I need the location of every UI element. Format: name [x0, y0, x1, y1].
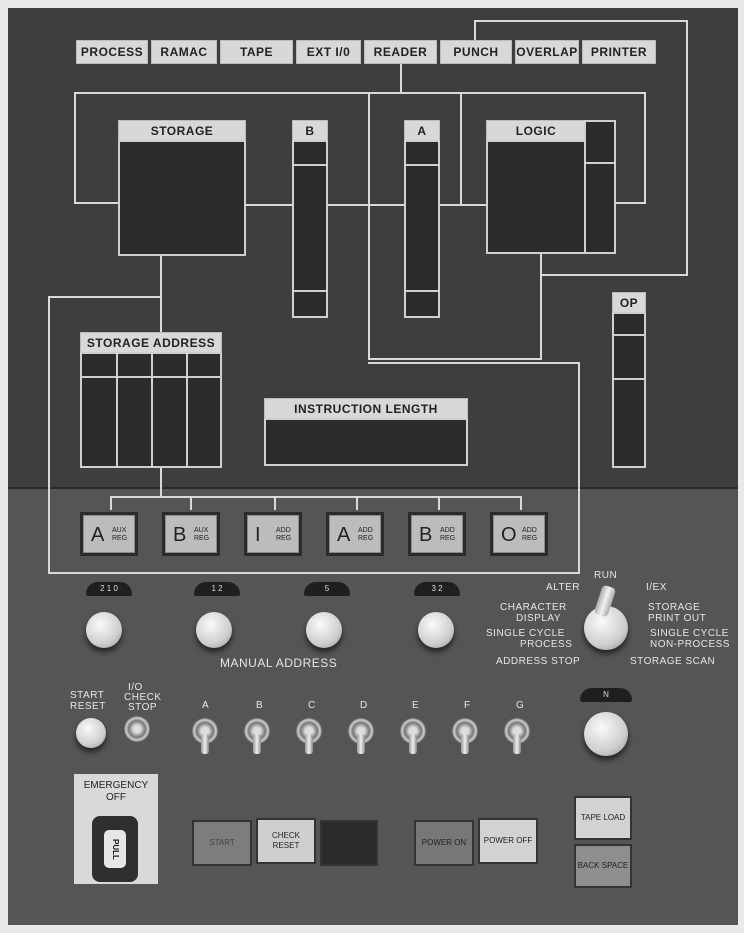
mode-storage-label: STORAGE: [648, 602, 701, 613]
manual-address-dial-3[interactable]: [306, 612, 342, 648]
flow-line: [578, 362, 580, 574]
flow-line: [274, 496, 276, 510]
dial-scale: 3 2: [414, 582, 460, 596]
button-letter: O: [501, 524, 517, 546]
blank-dark-button[interactable]: [320, 820, 378, 866]
flow-line: [160, 466, 162, 498]
a-register-label: A: [404, 120, 440, 142]
start-button[interactable]: START: [192, 820, 252, 866]
instruction-length-label: INSTRUCTION LENGTH: [264, 398, 468, 420]
mode-display-label: DISPLAY: [516, 613, 561, 624]
mode-single-cycle-label: SINGLE CYCLE: [486, 628, 565, 639]
tab-ramac[interactable]: RAMAC: [151, 40, 217, 64]
toggle-lever: [305, 734, 313, 754]
flow-line: [74, 202, 118, 204]
flow-line: [460, 94, 462, 204]
flow-line: [686, 20, 688, 276]
mode-character-label: CHARACTER: [500, 602, 567, 613]
b-register-label: B: [292, 120, 328, 142]
flow-line: [74, 92, 646, 94]
dial-scale: 1 2: [194, 582, 240, 596]
storage-label: STORAGE: [118, 120, 246, 142]
a-register-display: [404, 140, 440, 318]
emergency-pull-label: PULL: [110, 838, 120, 860]
toggle-lever: [253, 734, 261, 754]
start-reset-label-2: RESET: [70, 701, 106, 712]
tab-ext-io[interactable]: EXT I/0: [296, 40, 361, 64]
toggle-lever: [513, 734, 521, 754]
flow-line: [48, 572, 580, 574]
storage-address-label: STORAGE ADDRESS: [80, 332, 222, 354]
n-dial-scale: N: [580, 688, 632, 702]
power-off-button[interactable]: POWER OFF: [478, 818, 538, 864]
tab-tape[interactable]: TAPE: [220, 40, 293, 64]
flow-line: [440, 204, 486, 206]
flow-line: [110, 496, 112, 510]
button-letter: B: [173, 524, 187, 546]
dial-scale: 2 1 0: [86, 582, 132, 596]
tab-printer[interactable]: PRINTER: [582, 40, 656, 64]
toggle-a-label: A: [202, 700, 210, 711]
button-letter: I: [255, 524, 261, 546]
emergency-label-2: OFF: [106, 792, 126, 803]
tape-load-button[interactable]: TAPE LOAD: [574, 796, 632, 840]
manual-address-label: MANUAL ADDRESS: [220, 656, 338, 670]
toggle-g-label: G: [516, 700, 525, 711]
button-sublabel: ADD REG: [358, 527, 374, 542]
flow-line: [400, 64, 402, 94]
tab-overlap[interactable]: OVERLAP: [515, 40, 579, 64]
button-letter: A: [91, 524, 105, 546]
flow-line: [328, 204, 406, 206]
check-reset-button[interactable]: CHECK RESET: [256, 818, 316, 864]
logic-display: [486, 140, 586, 254]
o-add-reg-button[interactable]: [490, 512, 548, 556]
mode-address-stop-label: ADDRESS STOP: [496, 656, 581, 667]
io-check-label-3: STOP: [128, 702, 158, 713]
a-add-reg-button[interactable]: [326, 512, 384, 556]
b-aux-reg-button[interactable]: [162, 512, 220, 556]
button-sublabel: AUX REG: [112, 527, 128, 542]
button-sublabel: AUX REG: [194, 527, 210, 542]
logic-side-display: [584, 120, 616, 254]
flow-line: [644, 92, 646, 204]
mode-non-process-label: NON-PROCESS: [650, 639, 730, 650]
b-add-reg-button[interactable]: [408, 512, 466, 556]
io-check-label-2: CHECK: [124, 692, 162, 703]
manual-address-dial-2[interactable]: [196, 612, 232, 648]
emergency-label-1: EMERGENCY: [83, 780, 149, 791]
tab-punch[interactable]: PUNCH: [440, 40, 512, 64]
flow-line: [110, 496, 522, 498]
dial-scale: 5: [304, 582, 350, 596]
button-letter: A: [337, 524, 351, 546]
flow-line: [540, 274, 688, 276]
toggle-e-label: E: [412, 700, 420, 711]
toggle-d-label: D: [360, 700, 368, 711]
tab-reader[interactable]: READER: [364, 40, 437, 64]
mode-print-out-label: PRINT OUT: [648, 613, 707, 624]
b-register-display: [292, 140, 328, 318]
a-aux-reg-button[interactable]: [80, 512, 138, 556]
toggle-f-label: F: [464, 700, 471, 711]
button-sublabel: ADD REG: [276, 527, 292, 542]
mode-alter-label: ALTER: [546, 582, 580, 593]
toggle-lever: [461, 734, 469, 754]
start-reset-label-1: START: [70, 690, 105, 701]
start-reset-button[interactable]: [76, 718, 106, 748]
button-letter: B: [419, 524, 433, 546]
i-add-reg-button[interactable]: [244, 512, 302, 556]
button-sublabel: ADD REG: [522, 527, 538, 542]
flow-line: [74, 92, 76, 204]
toggle-b-label: B: [256, 700, 264, 711]
section-divider: [8, 487, 738, 489]
logic-label: LOGIC: [486, 120, 586, 142]
flow-line: [368, 94, 370, 360]
flow-line: [356, 496, 358, 510]
flow-line: [438, 496, 440, 510]
toggle-lever: [357, 734, 365, 754]
flow-line: [246, 204, 292, 206]
storage-address-display: [80, 352, 222, 468]
manual-address-dial-1[interactable]: [86, 612, 122, 648]
flow-line: [48, 296, 50, 574]
mode-run-label: RUN: [594, 570, 618, 581]
emergency-pull-handle: [104, 830, 126, 868]
flow-line: [368, 362, 580, 364]
storage-display: [118, 140, 246, 256]
toggle-c-label: C: [308, 700, 316, 711]
flow-line: [540, 254, 542, 360]
flow-line: [190, 496, 192, 510]
emergency-off-pull-switch[interactable]: [92, 816, 138, 882]
mode-process-label: PROCESS: [520, 639, 573, 650]
flow-line: [48, 296, 162, 298]
toggle-lever: [201, 734, 209, 754]
op-register-display: [612, 312, 646, 468]
toggle-lever: [409, 734, 417, 754]
flow-line: [474, 20, 476, 40]
mode-storage-scan-label: STORAGE SCAN: [630, 656, 716, 667]
emergency-off-plate: [74, 774, 158, 884]
flow-line: [520, 496, 522, 510]
n-dial-knob[interactable]: [584, 712, 628, 756]
tab-process[interactable]: PROCESS: [76, 40, 148, 64]
back-space-button[interactable]: BACK SPACE: [574, 844, 632, 888]
flow-line: [160, 256, 162, 332]
io-check-label-1: I/O: [128, 682, 143, 693]
op-register-label: OP: [612, 292, 646, 314]
io-check-stop-switch[interactable]: [124, 716, 150, 742]
instruction-length-display: [264, 418, 468, 466]
flow-line: [616, 202, 646, 204]
power-on-button[interactable]: POWER ON: [414, 820, 474, 866]
manual-address-dial-4[interactable]: [418, 612, 454, 648]
button-sublabel: ADD REG: [440, 527, 456, 542]
flow-line: [474, 20, 688, 22]
mode-iex-label: I/EX: [646, 582, 667, 593]
mode-single-cycle-np-label: SINGLE CYCLE: [650, 628, 729, 639]
flow-line: [368, 358, 540, 360]
